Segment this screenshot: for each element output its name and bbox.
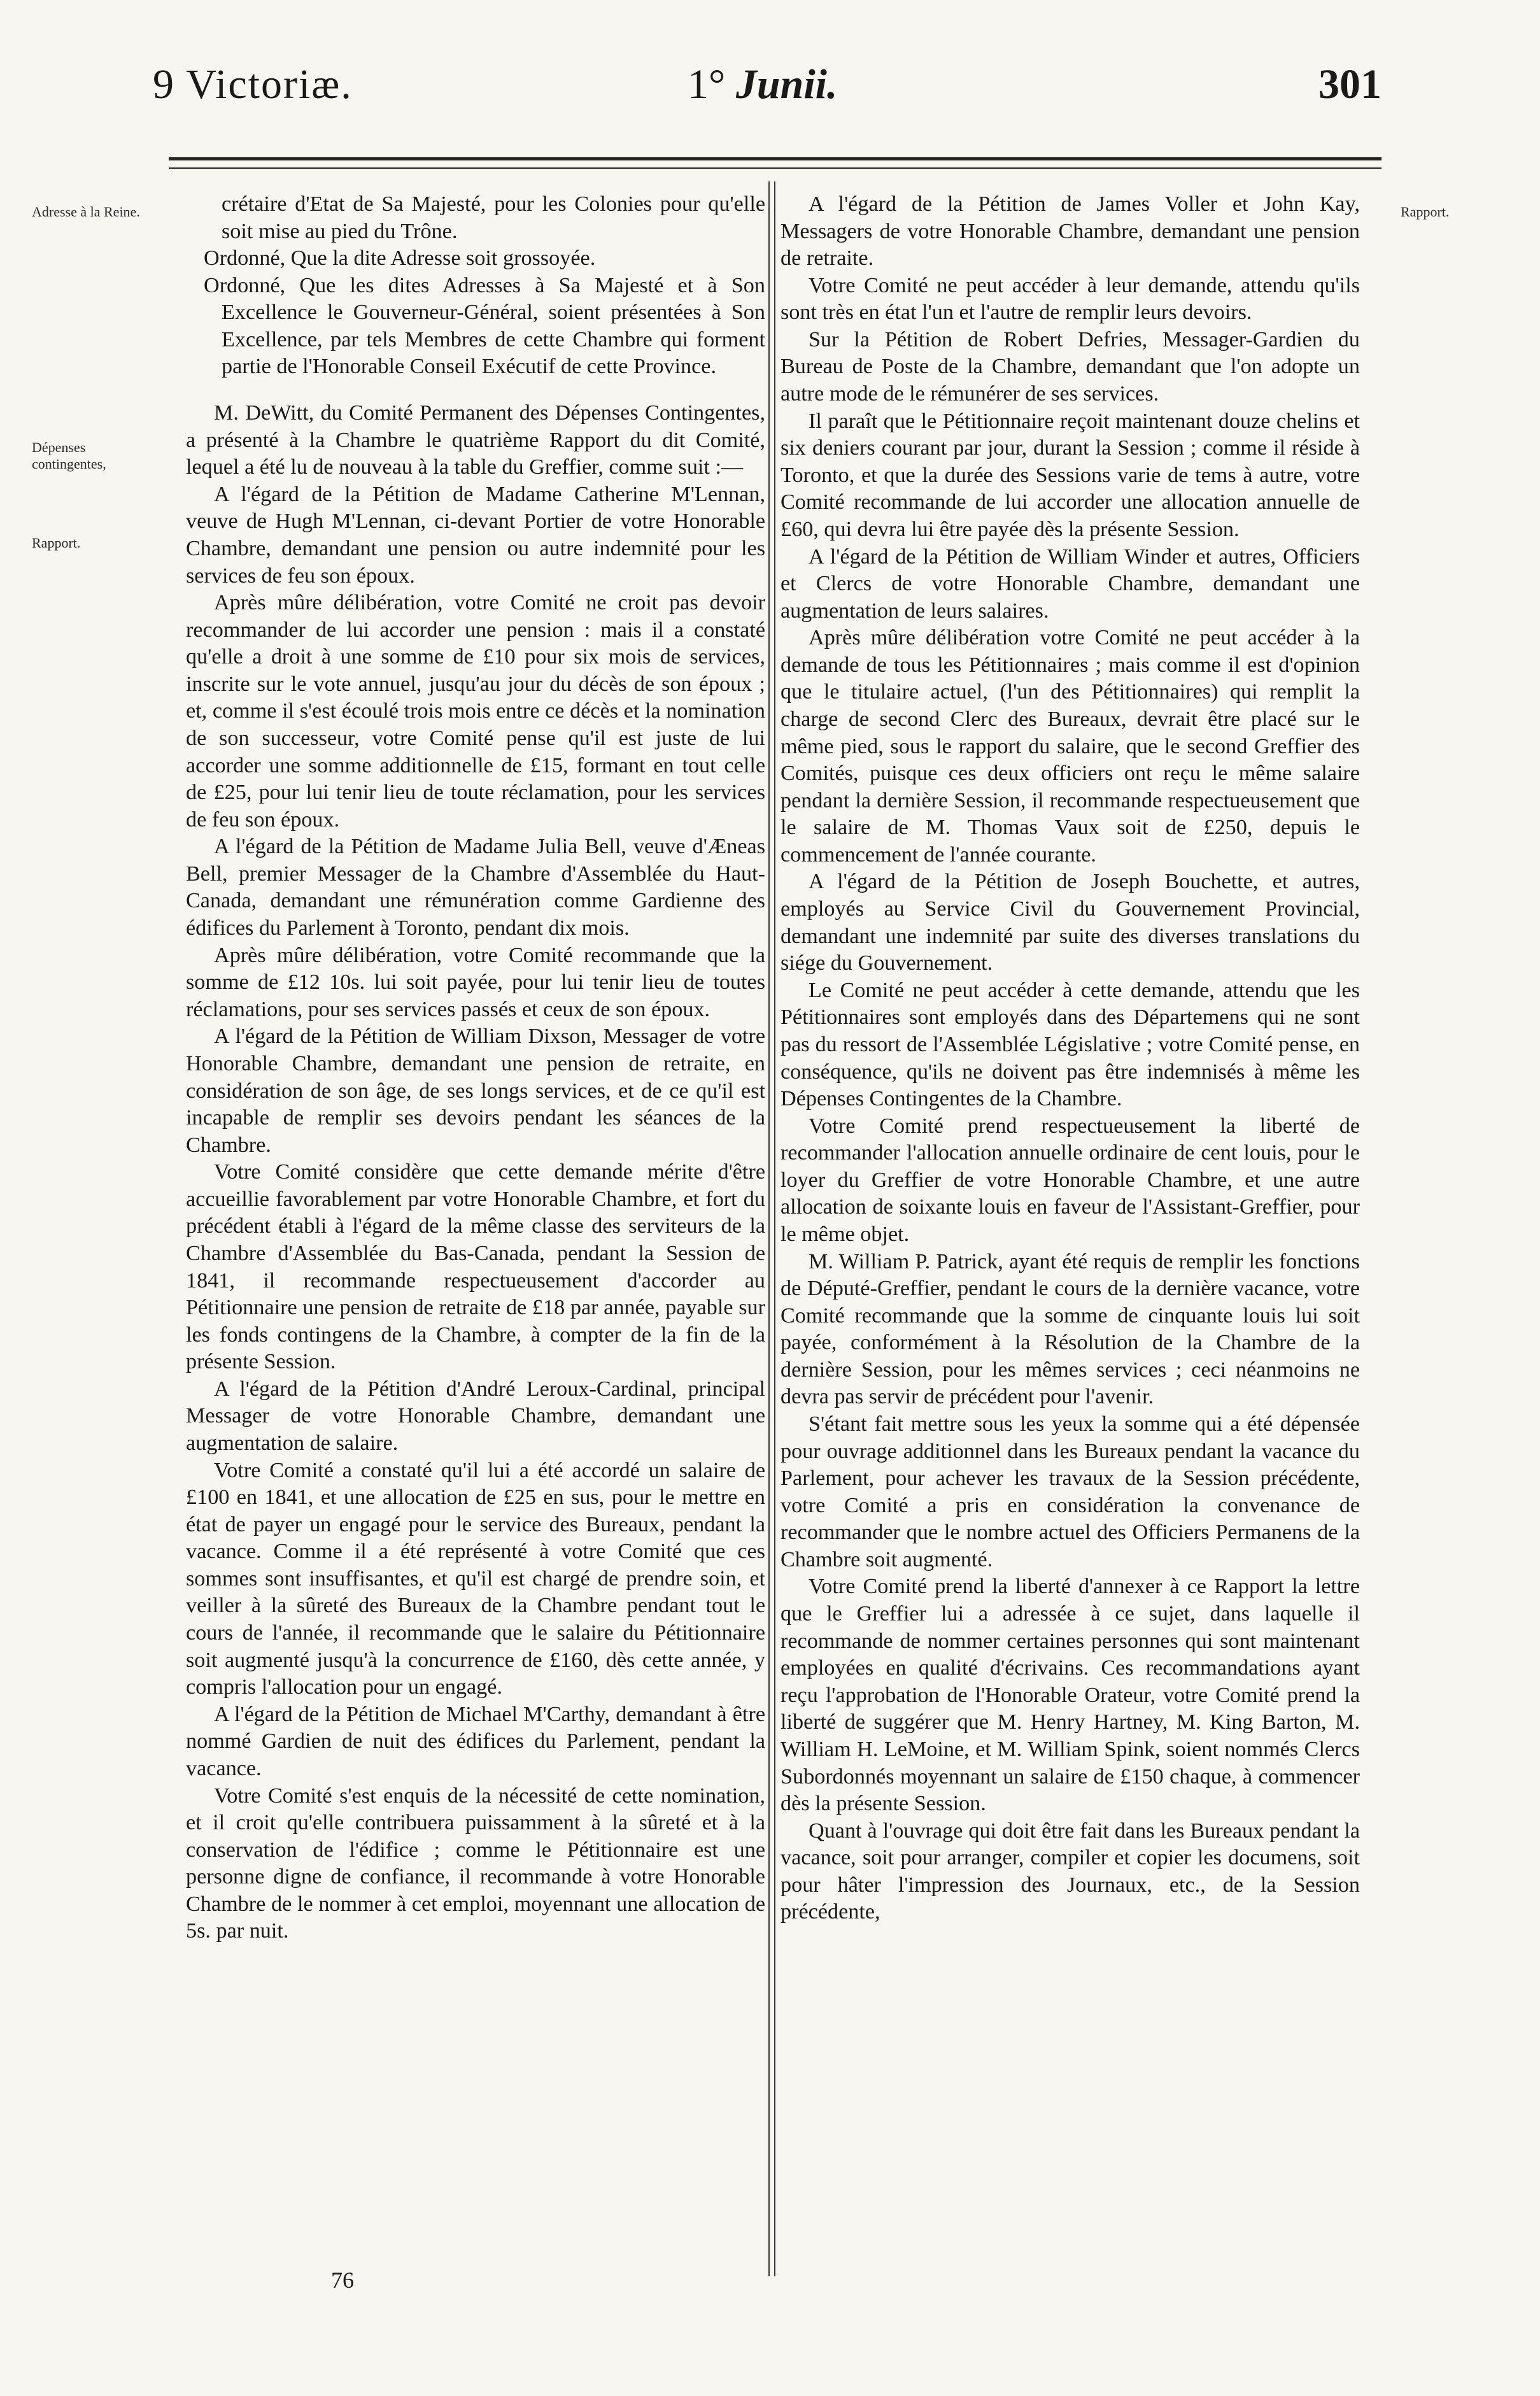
paragraph: Ordonné, Que les dites Adresses à Sa Majesté et à Son Excellence le Gouverneur-Général, soient présentées à Son Excellence, par tels Membres de cette Chambre qui forment partie de l'Honorable Conseil Exécutif de cette Province.	[204, 273, 765, 379]
paragraph: A l'égard de la Pétition de James Voller et John Kay, Messagers de votre Honorable Chambre, demandant une pension de retraite.	[781, 192, 1360, 271]
margin-note-depenses: Dépenses contingentes,	[32, 439, 106, 472]
margin-note-rapport-right: Rapport.	[1401, 204, 1450, 220]
paragraph: A l'égard de la Pétition de William Dixson, Messager de votre Honorable Chambre, demandant une pension de retraite, en considération de son âge, de ses longs services, et de ce qu'il est incapable de remplir ses devoirs pendant les séances de la Chambre.	[186, 1024, 765, 1157]
paragraph: Après mûre délibération, votre Comité ne croit pas devoir recommander de lui accorder une pension : mais il a constaté qu'elle a droit à une somme de £10 pour six mois de services, inscrite sur le vote annuel, jusqu'au jour du décès de son époux ; et, comme il s'est écoulé trois mois entre ce décès et la nomination de son successeur, votre Comité pense qu'il est juste de lui accorder une somme additionnelle de £15, formant en tout celle de £25, pour lui tenir lieu de toute réclamation, pour les services de feu son époux.	[186, 591, 765, 832]
printer-signature: 76	[331, 2267, 354, 2293]
paragraph: M. DeWitt, du Comité Permanent des Dépenses Contingentes, a présenté à la Chambre le quatrième Rapport du dit Comité, lequel a été lu de nouveau à la table du Greffier, comme suit :—	[186, 401, 765, 479]
header-rule-thick	[169, 157, 1381, 160]
paragraph: A l'égard de la Pétition d'André Leroux-Cardinal, principal Messager de votre Honorable Chambre, demandant une augmentation de salaire.	[186, 1377, 765, 1456]
header-month: Junii.	[735, 61, 838, 108]
paragraph: A l'égard de la Pétition de William Winder et autres, Officiers et Clercs de votre Honorable Chambre, demandant une augmentation de leurs salaires.	[781, 544, 1360, 623]
paragraph: Après mûre délibération votre Comité ne peut accéder à la demande de tous les Pétitionnaires ; mais comme il est d'opinion que le titulaire actuel, (l'un des Pétitionnaires) qui remplit la charge de second Clerc des Bureaux, devrait être placé sur le même pied, sous le rapport du salaire, que le second Greffier des Comités, puisque ces deux officiers ont reçu le même salaire pendant la dernière Session, il recommande respectueusement que le salaire de M. Thomas Vaux soit de £250, depuis le commencement de l'année courante.	[781, 626, 1360, 867]
header-rule-thin	[169, 167, 1381, 169]
paragraph: S'étant fait mettre sous les yeux la somme qui a été dépensée pour ouvrage additionnel dans les Bureaux pendant la vacance du Parlement, pour achever les travaux de la Session précédente, votre Comité a pris en considération la convenance de recommander que le nombre actuel des Officiers Permanens de la Chambre soit augmenté.	[781, 1412, 1360, 1571]
header-date	[688, 60, 838, 109]
paragraph: Votre Comité ne peut accéder à leur demande, attendu qu'ils sont très en état l'un et l'autre de remplir leurs devoirs.	[781, 273, 1360, 325]
paragraph: Ordonné, Que la dite Adresse soit grossoyée.	[204, 246, 596, 271]
paragraph: Sur la Pétition de Robert Defries, Messager-Gardien du Bureau de Poste de la Chambre, demandant que l'on adopte un autre mode de le rémunérer de ses services.	[781, 327, 1360, 406]
paragraph: Il paraît que le Pétitionnaire reçoit maintenant douze chelins et six deniers courant par jour, durant la Session ; comme il réside à Toronto, et que la durée des Sessions varie de tems à autre, votre Comité recommande de lui accorder une allocation annuelle de £60, qui devra lui être payée dès la présente Session.	[781, 409, 1360, 541]
paragraph: M. William P. Patrick, ayant été requis de remplir les fonctions de Député-Greffier, pendant le cours de la dernière vacance, votre Comité recommande que la somme de cinquante louis lui soit payée, conformément à la Résolution de la Chambre de la dernière Session, pour les mêmes services ; ceci néanmoins ne devra pas servir de précédent pour l'avenir.	[781, 1249, 1360, 1409]
paragraph: Quant à l'ouvrage qui doit être fait dans les Bureaux pendant la vacance, soit pour arranger, compiler et copier les documens, soit pour hâter l'impression des Journaux, etc., de la Session précédente,	[781, 1818, 1360, 1924]
header-reign: 9 Victoriæ.	[153, 61, 353, 108]
margin-note-adresse: Adresse à la Reine.	[32, 204, 140, 220]
paragraph: A l'égard de la Pétition de Michael M'Carthy, demandant à être nommé Gardien de nuit des édifices du Parlement, pendant la vacance.	[186, 1702, 765, 1780]
header-day: 1°	[688, 61, 726, 108]
paragraph: crétaire d'Etat de Sa Majesté, pour les Colonies pour qu'elle soit mise au pied du Trône.	[222, 192, 765, 243]
paragraph: Votre Comité prend respectueusement la liberté de recommander l'allocation annuelle ordinaire de cent louis, pour le loyer du Greffier de votre Honorable Chambre, et une autre allocation de soixante louis en faveur de l'Assistant-Greffier, pour le même objet.	[781, 1114, 1360, 1246]
paragraph: Votre Comité considère que cette demande mérite d'être accueillie favorablement par votre Honorable Chambre, et fort du précédent établi à l'égard de la même classe des serviteurs de la Chambre d'Assemblée du Bas-Canada, pendant la Session de 1841, il recommande respectueusement d'accorder au Pétitionnaire une pension de retraite de £18 par année, payable sur les fonds contingens de la Chambre, à compter de la fin de la présente Session.	[186, 1160, 765, 1374]
paragraph: Le Comité ne peut accéder à cette demande, attendu que les Pétitionnaires sont employés dans des Départemens qui ne sont pas du ressort de l'Assemblée Législative ; votre Comité pense, en conséquence, qu'ils ne doivent pas être indemnisés à même les Dépenses Contingentes de la Chambre.	[781, 978, 1360, 1111]
page-header	[153, 60, 1381, 131]
paragraph: Votre Comité a constaté qu'il lui a été accordé un salaire de £100 en 1841, et une allocation de £25 en sus, pour le mettre en état de payer un engagé pour le service des Bureaux, pendant la vacance. Comme il a été représenté à votre Comité que ces sommes sont insuffisantes, et qu'il est chargé de prendre soin, et veiller à la sûreté des Bureaux de la Chambre pendant tout le cours de l'année, il recommande que le salaire du Pétitionnaire soit augmenté jusqu'à la concurrence de £160, dès cette année, y compris l'allocation pour un engagé.	[186, 1458, 765, 1699]
column-divider	[768, 181, 770, 2276]
paragraph: A l'égard de la Pétition de Madame Julia Bell, veuve d'Æneas Bell, premier Messager de la Chambre d'Assemblée du Haut-Canada, demandant une rémunération comme Gardienne des édifices du Parlement à Toronto, pendant dix mois.	[186, 835, 765, 940]
paragraph: Votre Comité prend la liberté d'annexer à ce Rapport la lettre que le Greffier lui a adressée à ce sujet, dans laquelle il recommande de nommer certaines personnes qui sont maintenant employées en qualité d'écrivains. Ces recommandations ayant reçu l'approbation de l'Honorable Orateur, votre Comité prend la liberté de suggérer que M. Henry Hartney, M. King Barton, M. William H. LeMoine, et M. William Spink, soient nommés Clercs Subordonnés moyennant un salaire de £150 chaque, à commencer dès la présente Session.	[781, 1575, 1360, 1816]
left-column	[186, 191, 765, 1945]
page-number: 301	[1318, 61, 1381, 108]
paragraph: A l'égard de la Pétition de Joseph Bouchette, et autres, employés au Service Civil du Gouvernement Provincial, demandant une indemnité par suite des diverses translations du siége du Gouvernement.	[781, 870, 1360, 975]
right-column	[781, 191, 1360, 1926]
paragraph: Votre Comité s'est enquis de la nécessité de cette nomination, et il croit qu'elle contribuera puissamment à la sûreté et à la conservation de l'édifice ; comme le Pétitionnaire est une personne digne de confiance, il recommande à votre Honorable Chambre de le nommer à cet emploi, moyennant une allocation de 5s. par nuit.	[186, 1783, 765, 1943]
margin-note-rapport: Rapport.	[32, 535, 81, 551]
paragraph: Après mûre délibération, votre Comité recommande que la somme de £12 10s. lui soit payée, pour lui tenir lieu de toutes réclamations, pour ses services passés et ceux de son époux.	[186, 943, 765, 1021]
paragraph: A l'égard de la Pétition de Madame Catherine M'Lennan, veuve de Hugh M'Lennan, ci-devant Portier de votre Honorable Chambre, demandant une pension ou autre indemnité pour les services de feu son époux.	[186, 482, 765, 588]
column-divider-second	[774, 181, 775, 2276]
